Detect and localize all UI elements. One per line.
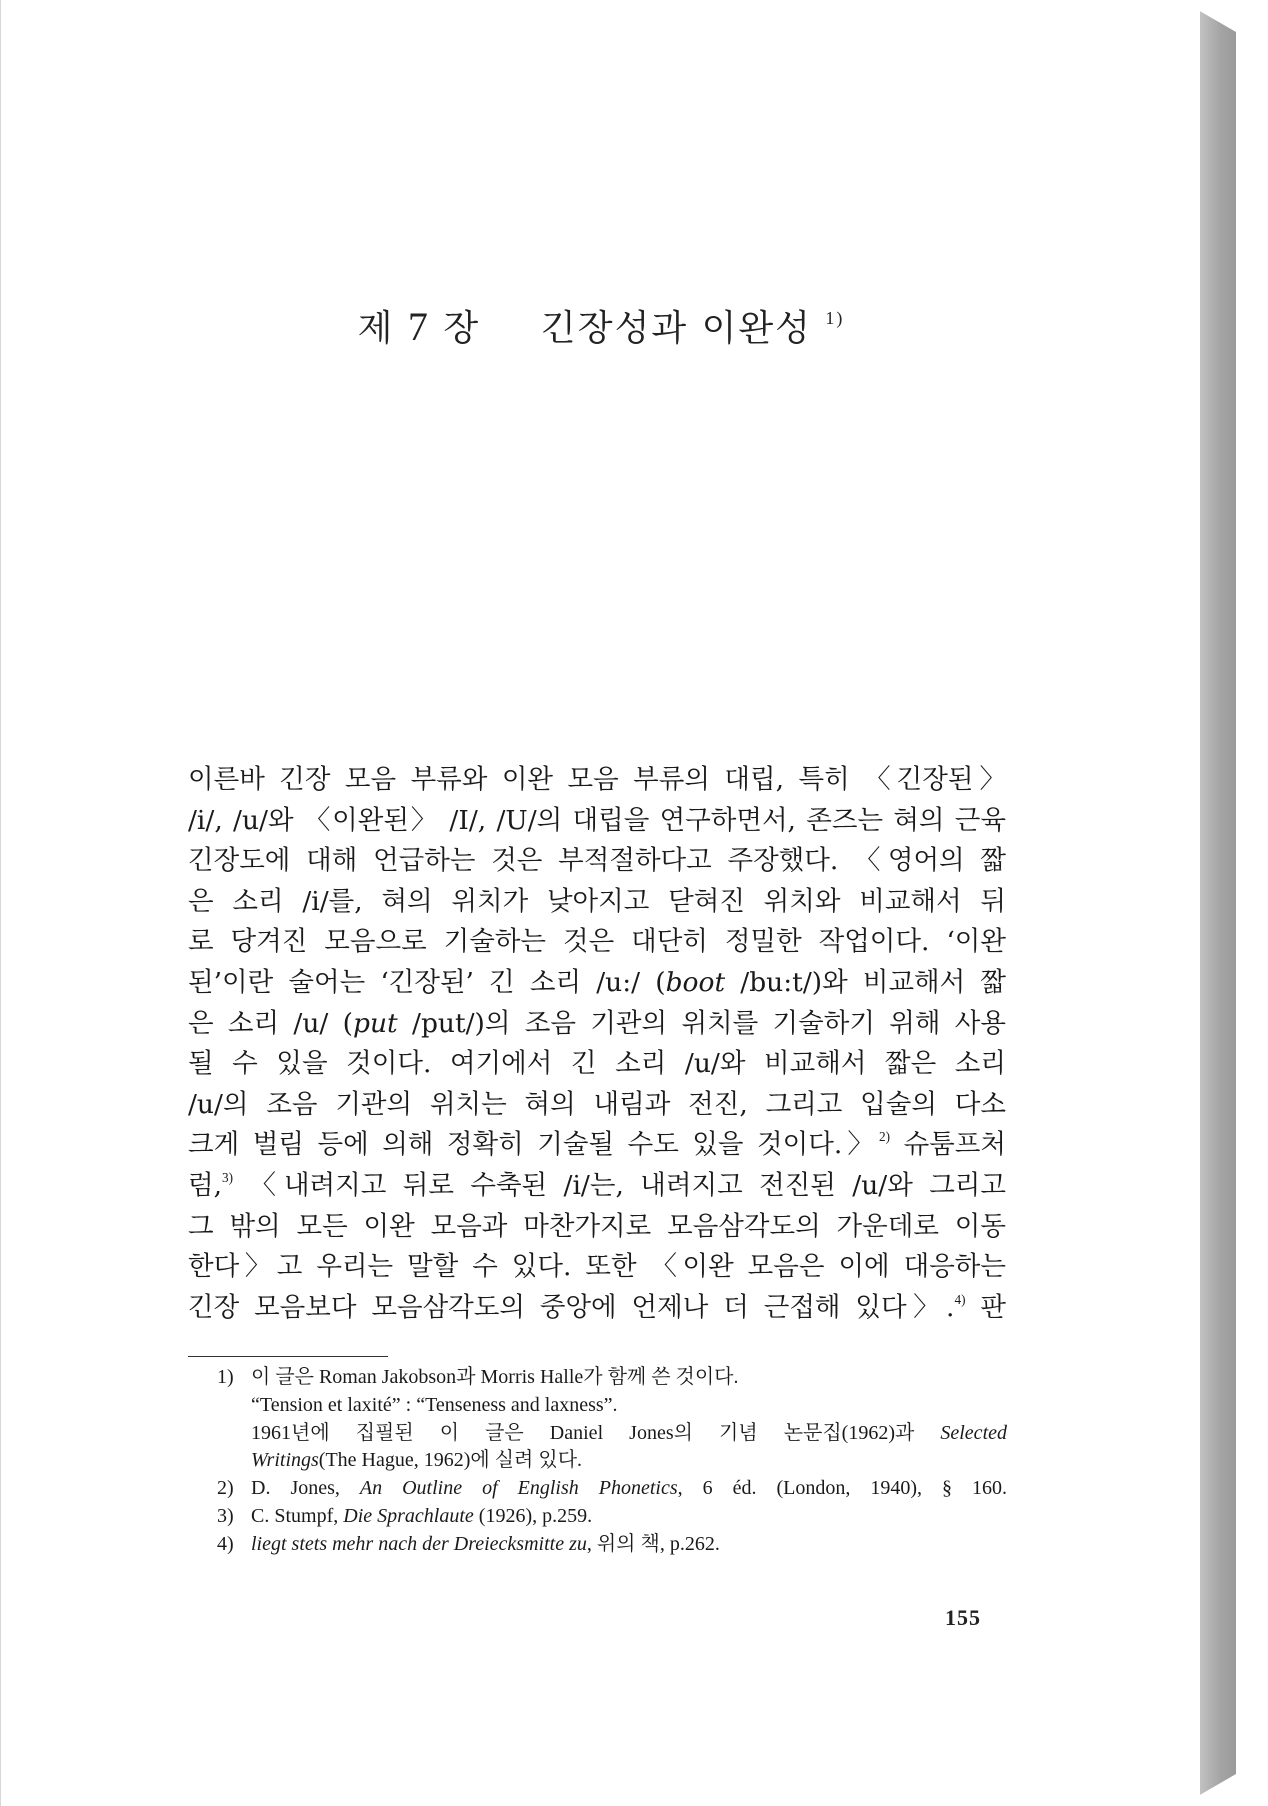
footnote-text [251,1531,1007,1559]
footnote-text [251,1447,1007,1475]
chapter-heading: 긴장성과 이완성 [541,308,812,349]
body-text-segment: 크게 벌림 등에 의해 정확히 기술될 수도 있을 것이다.〉 [188,1129,879,1161]
body-line [188,1004,1006,1045]
body-line: 긴장도에 대해 언급하는 것은 부적절하다고 주장했다. 〈영어의 짧 [188,845,1006,877]
chapter-number: 7 [407,304,430,349]
page-number: 155 [945,1605,981,1630]
footnote-text [251,1503,1007,1531]
body-line: /u/의 조음 기관의 위치는 혀의 내림과 전진, 그리고 입술의 다소 [188,1088,1006,1120]
book-title: Writings [251,1449,319,1472]
body-paragraph [188,760,1006,1328]
body-line [188,963,1006,1004]
footnote-ref: 3) [222,1170,234,1186]
footnote-2 [217,1475,1007,1503]
footnote-text-segment: , 6 éd. (London, 1940), § 160. [677,1477,1008,1500]
chapter-prefix: 제 [357,308,395,349]
chapter-title [1,300,1201,351]
body-line: 될 수 있을 것이다. 여기에서 긴 소리 /u/와 비교해서 짧은 소리 [188,1048,1006,1080]
footnote-text [251,1420,1007,1448]
body-text-segment: 슈툼프처 [890,1129,1006,1161]
footnote-4 [217,1531,1007,1559]
footnote-ref: 4) [954,1291,966,1307]
body-line [188,1125,1006,1166]
footnote-text-segment: C. Stumpf, [251,1504,344,1527]
body-text-segment: 긴장 모음보다 모음삼각도의 중앙에 언제나 더 근접해 있다〉. [188,1291,955,1323]
footnote-text-segment: D. Jones, [251,1477,360,1500]
body-line: 로 당겨진 모음으로 기술하는 것은 대단히 정밀한 작업이다. ‘이완 [188,926,1006,958]
footnote-text-segment: (1926), p.259. [473,1504,593,1527]
body-line: 이른바 긴장 모음 부류와 이완 모음 부류의 대립, 특히 〈긴장된〉 [188,764,1006,795]
body-text-segment: 된’이란 술어는 ‘긴장된’ 긴 소리 /u:/ ( [188,966,666,998]
body-line [188,1288,1006,1329]
footnote-text-segment: , 위의 책, p.262. [586,1532,720,1555]
book-title: Selected [940,1421,1007,1444]
footnote-text [251,1475,1007,1503]
quoted-phrase: liegt stets mehr nach der Dreiecksmitte zu [251,1532,587,1555]
page-edge [1198,10,1236,1796]
chapter-suffix: 장 [443,308,481,349]
body-text-segment: /put/)의 조음 기관의 위치를 기술하기 위해 사용 [397,1007,1006,1039]
footnote-text-segment: 1961년에 집필된 이 글은 Daniel Jones의 기념 논문집(1962)과 [251,1421,941,1444]
footnote-number: 1) [217,1366,234,1388]
book-title: Die Sprachlaute [343,1504,474,1527]
body-text-segment: 판 [965,1291,1007,1323]
footnote-text: 이 글은 Roman Jakobson과 Morris Halle가 함께 쓴 것이다. [251,1366,739,1388]
book-title: An Outline of English Phonetics [359,1477,678,1500]
example-word: put [353,1007,398,1039]
footnote-rule [188,1356,388,1357]
example-word: boot [665,966,726,998]
footnote-1 [217,1364,1007,1475]
body-text-segment: /bu:t/)와 비교해서 짧 [725,966,1006,998]
footnote-ref: 2) [879,1129,891,1145]
body-text-segment: 럼, [188,1169,223,1201]
body-text-segment: 〈내려지고 뒤로 수축된 /i/는, 내려지고 전진된 /u/와 그리고 [233,1169,1006,1201]
body-line: /i/, /u/와 〈이완된〉 /I/, /U/의 대립을 연구하면서, 존즈는 혀의 근육 [188,804,1006,836]
body-line: 한다〉고 우리는 말할 수 있다. 또한 〈이완 모음은 이에 대응하는 [188,1251,1006,1283]
footnote-number: 4) [217,1532,234,1555]
footnotes [217,1364,1007,1559]
body-line: 그 밖의 모든 이완 모음과 마찬가지로 모음삼각도의 가운데로 이동 [188,1210,1006,1242]
body-line [188,1166,1006,1207]
footnote-text: “Tension et laxité” : “Tenseness and laxness”. [251,1393,618,1416]
footnote-number: 3) [217,1504,234,1527]
footnote-3 [217,1503,1007,1531]
footnote-number: 2) [217,1477,234,1500]
footnote-ref: 1) [825,307,845,328]
body-line: 은 소리 /i/를, 혀의 위치가 낮아지고 닫혀진 위치와 비교해서 뒤 [188,885,1006,917]
footnote-text-segment: (The Hague, 1962)에 실려 있다. [318,1449,583,1472]
body-text-segment: 은 소리 /u/ ( [188,1007,354,1039]
